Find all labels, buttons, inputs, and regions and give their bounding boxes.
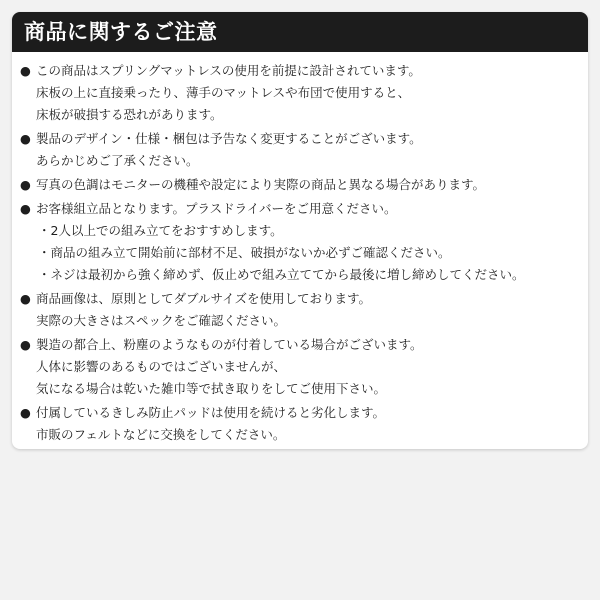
notice-card bbox=[12, 12, 588, 449]
note-line: 市販のフェルトなどに交換をしてください。 bbox=[36, 427, 286, 442]
page-title: 商品に関するご注意 bbox=[12, 12, 588, 52]
notes-list bbox=[20, 60, 582, 446]
note-photo-color bbox=[20, 174, 582, 196]
note-line: 製品のデザイン・仕様・梱包は予告なく変更することがございます。 bbox=[36, 131, 422, 146]
bullet-icon: ● bbox=[20, 177, 31, 192]
bullet-icon: ● bbox=[20, 337, 31, 352]
note-design-change bbox=[20, 128, 582, 172]
note-line: あらかじめご了承ください。 bbox=[36, 153, 199, 168]
note-line: 付属しているきしみ防止パッドは使用を続けると劣化します。 bbox=[36, 405, 386, 420]
note-subitem: ・ネジは最初から強く締めず、仮止めで組み立ててから最後に増し締めしてください。 bbox=[38, 267, 525, 282]
note-spring-mattress bbox=[20, 60, 582, 126]
bullet-icon: ● bbox=[20, 405, 31, 420]
note-line: 商品画像は、原則としてダブルサイズを使用しております。 bbox=[36, 291, 372, 306]
bullet-icon: ● bbox=[20, 63, 31, 78]
note-line: お客様組立品となります。プラスドライバーをご用意ください。 bbox=[36, 201, 397, 216]
note-dust bbox=[20, 334, 582, 400]
bullet-icon: ● bbox=[20, 291, 31, 306]
note-squeak-pad bbox=[20, 402, 582, 446]
note-line: 床板が破損する恐れがあります。 bbox=[36, 107, 223, 122]
note-subitem: ・2人以上での組み立てをおすすめします。 bbox=[38, 223, 283, 238]
note-subitem: ・商品の組み立て開始前に部材不足、破損がないか必ずご確認ください。 bbox=[38, 245, 451, 260]
bullet-icon: ● bbox=[20, 201, 31, 216]
note-line: 気になる場合は乾いた雑巾等で拭き取りをしてご使用下さい。 bbox=[36, 381, 387, 396]
note-line: 人体に影響のあるものではございませんが、 bbox=[36, 359, 287, 374]
note-product-image bbox=[20, 288, 582, 332]
note-line: 製造の都合上、粉塵のようなものが付着している場合がございます。 bbox=[36, 337, 423, 352]
note-assembly bbox=[20, 198, 582, 286]
note-line: 実際の大きさはスペックをご確認ください。 bbox=[36, 313, 287, 328]
note-line: 床板の上に直接乗ったり、薄手のマットレスや布団で使用すると、 bbox=[36, 85, 411, 100]
note-line: この商品はスプリングマットレスの使用を前提に設計されています。 bbox=[36, 63, 421, 78]
note-line: 写真の色調はモニターの機種や設定により実際の商品と異なる場合があります。 bbox=[36, 177, 486, 192]
bullet-icon: ● bbox=[20, 131, 31, 146]
